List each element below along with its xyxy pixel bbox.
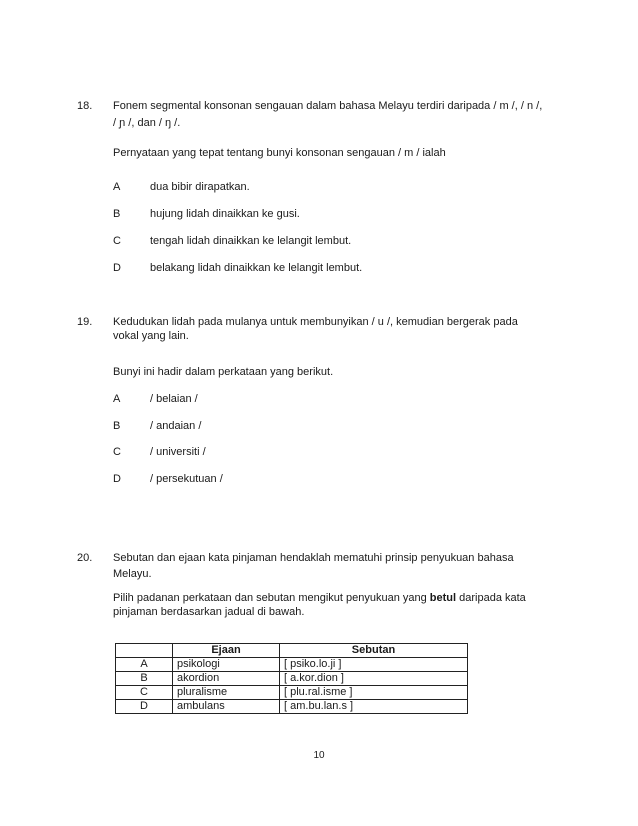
question-prompt-line-1 bbox=[113, 592, 526, 604]
option-text: hujung lidah dinaikkan ke gusi. bbox=[150, 208, 300, 220]
question-prompt-line-2: pinjaman berdasarkan jadual di bawah. bbox=[113, 606, 305, 618]
table-cell: A bbox=[116, 658, 173, 672]
option-letter: C bbox=[113, 446, 121, 458]
table-header: Sebutan bbox=[280, 644, 468, 658]
table-cell: akordion bbox=[173, 672, 280, 686]
option-text: / persekutuan / bbox=[150, 473, 223, 485]
table-cell: [ plu.ral.isme ] bbox=[280, 686, 468, 700]
option-letter: D bbox=[113, 473, 121, 485]
page-number: 10 bbox=[313, 750, 325, 761]
table-cell: [ am.bu.lan.s ] bbox=[280, 700, 468, 714]
table-header bbox=[116, 644, 173, 658]
question-stem-line-1: Sebutan dan ejaan kata pinjaman hendaklah mematuhi prinsip penyukuan bahasa bbox=[113, 552, 514, 564]
table-cell: ambulans bbox=[173, 700, 280, 714]
question-stem-line-2: / ɲ /, dan / ŋ /. bbox=[113, 117, 181, 129]
table-cell: B bbox=[116, 672, 173, 686]
option-text: belakang lidah dinaikkan ke lelangit lembut. bbox=[150, 262, 363, 274]
prompt-text: daripada kata bbox=[456, 592, 526, 604]
table-header: Ejaan bbox=[173, 644, 280, 658]
option-letter: D bbox=[113, 262, 121, 274]
prompt-text: Pilih padanan perkataan dan sebutan mengikut penyukuan yang bbox=[113, 592, 430, 604]
question-prompt: Bunyi ini hadir dalam perkataan yang berikut. bbox=[113, 366, 334, 378]
option-text: / belaian / bbox=[150, 393, 198, 405]
table-row bbox=[116, 658, 468, 672]
table-cell: pluralisme bbox=[173, 686, 280, 700]
option-text: dua bibir dirapatkan. bbox=[150, 181, 250, 193]
table-row bbox=[116, 700, 468, 714]
option-text: / universiti / bbox=[150, 446, 206, 458]
question-number: 18. bbox=[77, 100, 93, 112]
table-cell: [ a.kor.dion ] bbox=[280, 672, 468, 686]
option-text: tengah lidah dinaikkan ke lelangit lembut. bbox=[150, 235, 352, 247]
table-cell: D bbox=[116, 700, 173, 714]
question-number: 19. bbox=[77, 316, 93, 328]
table-cell: C bbox=[116, 686, 173, 700]
question-prompt: Pernyataan yang tepat tentang bunyi konsonan sengauan / m / ialah bbox=[113, 147, 446, 159]
table-row bbox=[116, 672, 468, 686]
question-stem-line-1: Fonem segmental konsonan sengauan dalam bahasa Melayu terdiri daripada / m /, / n /, bbox=[113, 100, 543, 112]
table-header-row bbox=[116, 644, 468, 658]
option-letter: C bbox=[113, 235, 121, 247]
option-letter: A bbox=[113, 393, 121, 405]
question-number: 20. bbox=[77, 552, 93, 564]
question-stem-line-1: Kedudukan lidah pada mulanya untuk membunyikan / u /, kemudian bergerak pada bbox=[113, 316, 518, 328]
table-row bbox=[116, 686, 468, 700]
question-stem-line-2: vokal yang lain. bbox=[113, 330, 189, 342]
table-cell: psikologi bbox=[173, 658, 280, 672]
option-text: / andaian / bbox=[150, 420, 202, 432]
question-stem-line-2: Melayu. bbox=[113, 568, 152, 580]
option-letter: A bbox=[113, 181, 121, 193]
option-letter: B bbox=[113, 420, 121, 432]
ejaan-sebutan-table bbox=[115, 643, 468, 714]
option-letter: B bbox=[113, 208, 121, 220]
prompt-emphasis: betul bbox=[429, 592, 457, 604]
table-cell: [ psiko.lo.ji ] bbox=[280, 658, 468, 672]
